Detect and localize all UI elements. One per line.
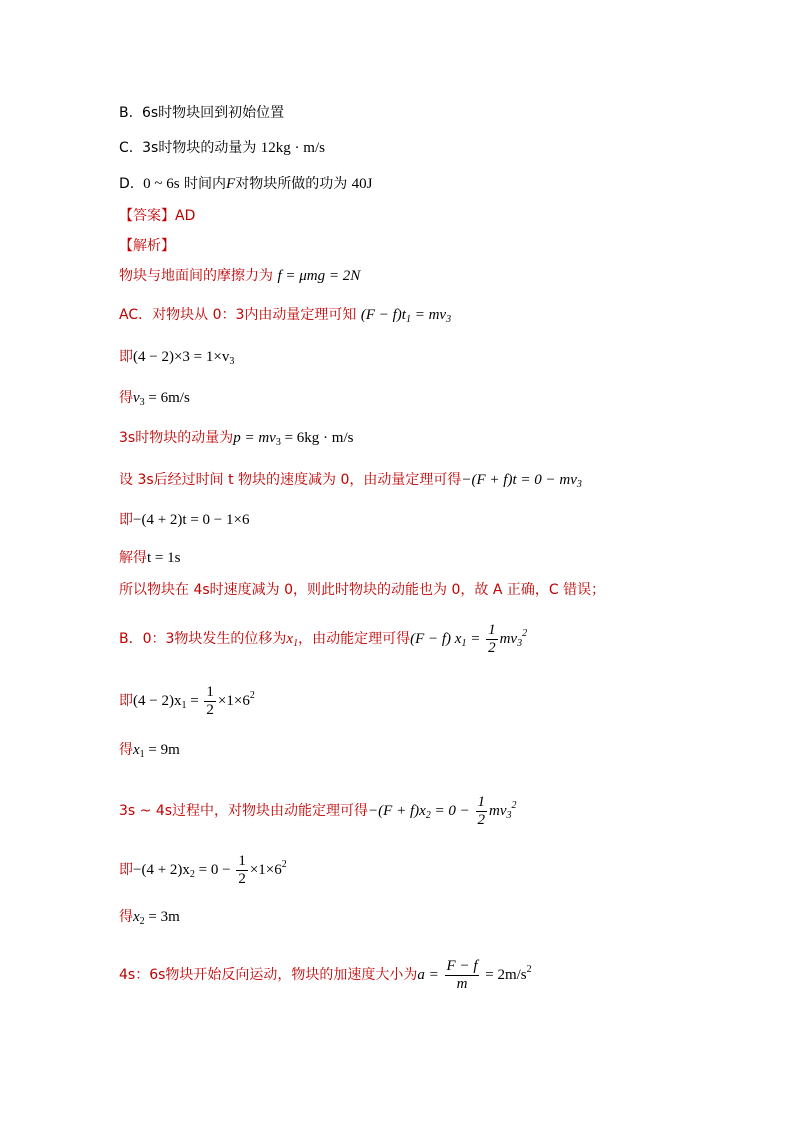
analysis-line-5 [119,428,353,448]
option-b [119,103,284,123]
analysis-line-4 [119,388,190,408]
analysis-text: 3s ~ 4s过程中，对物块由动能定理可得 [119,802,369,819]
analysis-math: f = μmg = 2N [277,268,361,284]
analysis-text: 得 [119,909,133,925]
analysis-math: $x_1$ [286,630,299,649]
option-letter: B. [119,105,134,121]
analysis-line-9 [119,580,605,600]
analysis-text: 3s时物块的动量为 [119,430,234,446]
analysis-math: $-(4 + 2)x_2 = 0$ − $\frac{1}{2}$ $\times 1\times 6^2$ [133,853,287,887]
analysis-text: 解得 [119,550,147,566]
analysis-text: 即 [119,692,133,709]
analysis-line-10 [119,622,527,657]
analysis-text: 设 3s后经过时间 t 物块的速度减为 0，由动量定理可得 [119,472,462,488]
analysis-line-16 [119,958,532,993]
analysis-math: $(4 - 2)\times 3 = 1\times v_3$ [133,349,235,367]
analysis-math: $(4 - 2)x_1$ = $\frac{1}{2}$ $\times 1\times 6^2$ [133,684,255,718]
analysis-math: $x_1 = 9m$ [133,742,180,760]
analysis-text: AC．对物块从 [119,307,209,323]
analysis-math: $x_2 = 3m$ [133,909,180,927]
analysis-line-1 [119,266,360,286]
answer-value: AD [175,208,196,224]
analysis-math: a = $\frac{F - f}{m}$ = $2m/s^2$ [417,958,532,992]
fraction: $\frac{1}{2}$ [238,853,246,887]
analysis-math: $-(F + f)t = 0 - mv_3$ [461,472,582,490]
analysis-line-8 [119,548,180,568]
analysis-line-14 [119,853,287,888]
answer-label: 【答案】 [119,208,175,224]
option-math: 12kg · m/s [260,140,325,156]
option-text: 时间内 [184,176,227,192]
analysis-math: (F − f) $x_1$ = $\frac{1}{2}$ $mv_3^2$ [410,622,528,656]
analysis-text: 所以物块在 4s时速度减为 0，则此时物块的动能也为 0，故 A 正确，C 错误； [119,582,606,598]
analysis-text: 得 [119,390,133,406]
analysis-math: t = 1s [147,550,181,566]
option-text: 6s时物块回到初始位置 [141,105,285,121]
analysis-text: 物块与地面间的摩擦力为 [119,268,273,284]
analysis-text: 即 [119,861,133,878]
fraction: $\frac{1}{2}$ [206,684,214,718]
analysis-text: 0：3内由动量定理可知 [212,307,357,323]
analysis-text: 即 [119,512,133,528]
analysis-math: $-(F + f)x_2 = 0$ − $\frac{1}{2}$ $mv_3^2$ [368,794,517,828]
option-text: 3s时物块的动量为 [142,140,257,156]
analysis-label: 【解析】 [119,238,175,254]
fraction: $\frac{F - f}{m}$ [446,958,478,992]
analysis-text: ，由动能定理可得 [298,630,411,647]
analysis-math: −(4 + 2)t = 0 − 1×6 [133,512,250,528]
fraction: $\frac{1}{2}$ [488,622,496,656]
option-text: 对物块所做的功为 [235,176,348,192]
analysis-line-13 [119,794,517,829]
analysis-line-2 [119,305,451,325]
analysis-line-15 [119,907,180,927]
analysis-line-7 [119,510,249,530]
analysis-text: 4s：6s物块开始反向运动，物块的加速度大小为 [119,966,418,983]
option-math: F [226,176,236,192]
analysis-heading [119,236,175,256]
analysis-text: 得 [119,742,133,758]
analysis-text: B．0：3物块发生的位移为 [119,630,287,647]
analysis-math: $(F - f)t_1 = mv_3$ [360,307,452,325]
option-c [119,138,325,158]
fraction: $\frac{1}{2}$ [477,794,486,828]
option-letter: C. [119,140,134,156]
analysis-line-6 [119,470,582,490]
analysis-math: $p = mv_3 = 6kg \cdot m/s$ [233,430,354,448]
analysis-line-11 [119,684,255,719]
option-letter: D. [119,176,135,192]
option-math: 40J [351,176,373,192]
answer-line [119,206,195,226]
analysis-math: $v_3 = 6m/s$ [133,390,190,408]
analysis-line-3 [119,347,234,367]
analysis-text: 即 [119,349,133,365]
option-d [119,174,373,194]
option-math: 0 ~ 6s [143,176,180,192]
analysis-line-12 [119,740,180,760]
